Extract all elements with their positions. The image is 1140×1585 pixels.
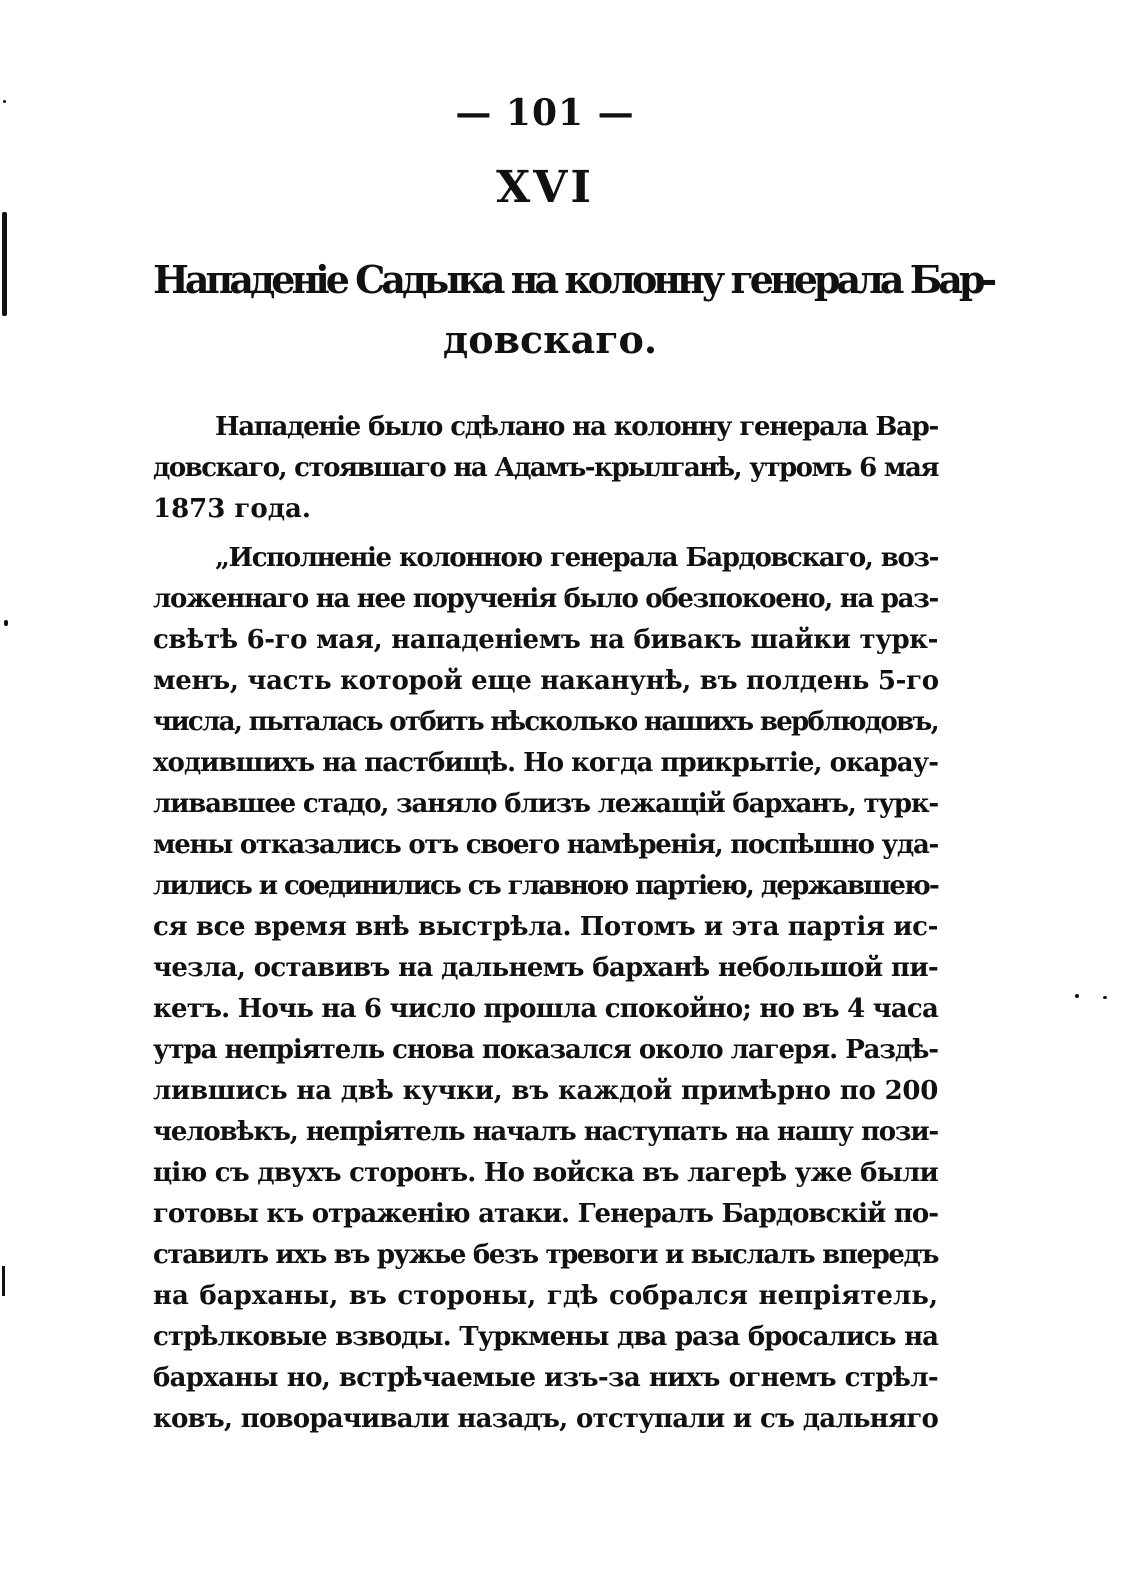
- chapter-title-line: Нападеніе Садыка на колонну генерала Бар-: [153, 257, 994, 302]
- text-line: мены отказались отъ своего намѣренія, поспѣшно уда-: [153, 830, 938, 860]
- text-line: чезла, оставивъ на дальнемъ барханѣ небольшой пи-: [153, 953, 938, 983]
- scan-edge-mark: [2, 1266, 5, 1296]
- text-line: числа, пыталась отбить нѣсколько нашихъ верблюдовъ,: [153, 707, 938, 737]
- chapter-title: [150, 250, 994, 370]
- text-line: ковъ, поворачивали назадъ, отступали и съ дальняго: [153, 1404, 938, 1434]
- text-line: ливавшее стадо, заняло близъ лежащій барханъ, турк-: [153, 789, 938, 819]
- text-line: 1873 года.: [153, 494, 311, 524]
- scan-speck: [1075, 994, 1079, 998]
- chapter-title-line: довскаго.: [442, 317, 658, 362]
- page-number: — 101 —: [455, 92, 635, 134]
- text-line: Нападеніе было сдѣлано на колонну генерала Вар-: [215, 412, 938, 442]
- text-line: свѣтѣ 6-го мая, нападеніемъ на бивакъ шайки турк-: [153, 625, 938, 655]
- body-text: [153, 407, 938, 1440]
- text-line: на барханы, въ стороны, гдѣ собрался непріятель,: [153, 1281, 938, 1311]
- text-line: лились и соединились съ главною партіею, державшею-: [153, 871, 938, 901]
- text-line: довскаго, стоявшаго на Адамъ-крылганѣ, утромъ 6 мая: [153, 453, 938, 483]
- text-line: ставилъ ихъ въ ружье безъ тревоги и выслалъ впередъ: [153, 1240, 938, 1270]
- paragraph: [153, 407, 938, 530]
- text-line: кетъ. Ночь на 6 число прошла спокойно; но въ 4 часа: [153, 994, 938, 1024]
- text-line: цію съ двухъ сторонъ. Но войска въ лагерѣ уже были: [153, 1158, 938, 1188]
- text-line: барханы но, встрѣчаемые изъ-за нихъ огнемъ стрѣл-: [153, 1363, 938, 1393]
- text-line: „Исполненіе колонною генерала Бардовскаго, воз-: [215, 543, 938, 573]
- text-line: утра непріятель снова показался около лагеря. Раздѣ-: [153, 1035, 938, 1065]
- scan-speck: [4, 620, 8, 626]
- chapter-numeral: XVI: [496, 162, 594, 213]
- text-line: ся все время внѣ выстрѣла. Потомъ и эта партія ис-: [153, 912, 938, 942]
- text-line: стрѣлковые взводы. Туркмены два раза бросались на: [153, 1322, 938, 1352]
- paragraph: [153, 538, 938, 1440]
- text-line: менъ, часть которой еще наканунѣ, въ полдень 5-го: [153, 666, 939, 696]
- text-line: ходившихъ на пастбищѣ. Но когда прикрытіе, окарау-: [153, 748, 938, 778]
- text-line: лившись на двѣ кучки, въ каждой примѣрно по 200: [153, 1076, 938, 1106]
- paragraph-gap: [153, 530, 938, 538]
- text-line: готовы къ отраженію атаки. Генералъ Бардовскій по-: [153, 1199, 938, 1229]
- text-line: человѣкъ, непріятель началъ наступать на нашу пози-: [153, 1117, 938, 1147]
- scan-speck: [1103, 996, 1107, 999]
- text-line: ложеннаго на нее порученія было обезпокоено, на раз-: [153, 584, 938, 614]
- scan-edge-mark: [2, 212, 7, 316]
